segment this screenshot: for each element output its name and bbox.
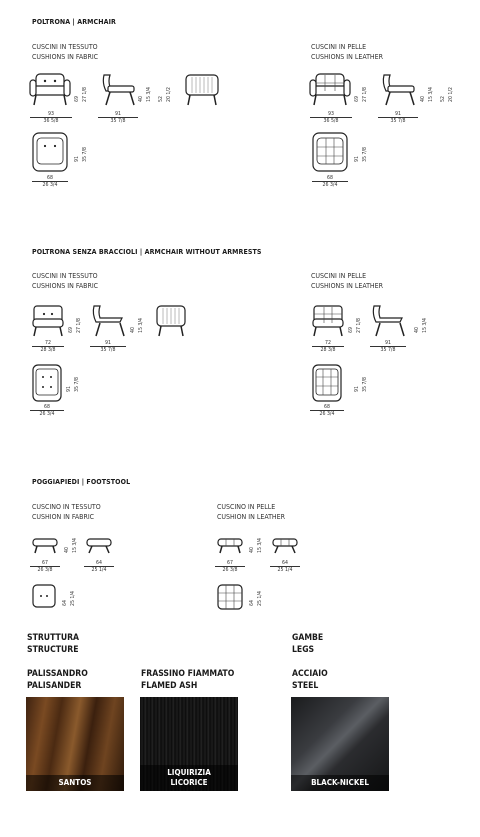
footstool-l-width-dim: 67 26 3/8: [215, 560, 245, 573]
armless-l-height-dim-in: 27 1/8: [356, 318, 362, 333]
armchair-leather-top-drawing: [312, 132, 348, 172]
armchair-fabric-front-drawing: [30, 73, 70, 107]
label-it: PALISSANDRO: [27, 669, 88, 679]
footstool-top-depth-dim: 64: [62, 600, 68, 606]
armchair-top-depth-dim-in: 35 7/8: [82, 147, 88, 162]
label-en: STEEL: [292, 681, 319, 691]
structure-heading: [27, 632, 79, 656]
armless-height-dim-in: 27 1/8: [76, 318, 82, 333]
footstool-height-dim-in: 15 3/4: [72, 538, 78, 553]
armchair-l-arm-dim: 52: [440, 96, 446, 102]
armless-l-seat-dim-in: 15 3/4: [422, 318, 428, 333]
label-it: STRUTTURA: [27, 633, 80, 643]
footstool-top-depth-dim-in: 25 1/4: [70, 591, 76, 606]
armless-l-top-depth-dim-in: 35 7/8: [362, 377, 368, 392]
label-it: CUSCINI IN TESSUTO: [32, 43, 98, 51]
armchair-leather-label: [311, 42, 383, 62]
armchair-top-depth-dim: 91: [74, 156, 80, 162]
legs-heading: [292, 632, 323, 656]
armchair-l-top-depth-dim: 91: [354, 156, 360, 162]
ash-swatch[interactable]: [140, 697, 238, 791]
armchair-l-height-dim-in: 27 1/8: [362, 87, 368, 102]
swatch-label: SANTOS: [26, 775, 124, 791]
label-it: LIQUIRIZIA: [167, 768, 211, 777]
armchair-fabric-back-drawing: [184, 73, 220, 107]
footstool-l-top-depth-dim: 64: [249, 600, 255, 606]
footstool-leather-label: [217, 502, 285, 522]
label-en: FLAMED ASH: [141, 681, 198, 691]
footstool-fabric-side-drawing: [86, 538, 112, 554]
label-en: LICORICE: [170, 778, 208, 787]
footstool-title: POGGIAPIEDI | FOOTSTOOL: [32, 478, 131, 486]
footstool-leather-front-drawing: [217, 538, 243, 554]
armchair-leather-side-drawing: [380, 73, 416, 107]
label-en: CUSHIONS IN LEATHER: [311, 282, 384, 290]
footstool-leather-top-drawing: [217, 584, 243, 610]
label-en: CUSHIONS IN FABRIC: [32, 282, 99, 290]
ash-heading: [141, 668, 234, 692]
label-it: FRASSINO FIAMMATO: [141, 669, 235, 679]
armchair-fabric-label: [32, 42, 98, 62]
armchair-depth-dim: 91 35 7/8: [98, 111, 138, 124]
armchair-width-dim: 93 36 5/8: [30, 111, 72, 124]
armchair-l-top-depth-dim-in: 35 7/8: [362, 147, 368, 162]
armless-seat-dim-in: 15 3/4: [138, 318, 144, 333]
label-it: ACCIAIO: [292, 669, 328, 679]
armchair-l-width-dim: 93 36 5/8: [310, 111, 352, 124]
armless-fabric-front-drawing: [32, 305, 64, 337]
footstool-l-height-dim: 40: [249, 547, 255, 553]
label-it: CUSCINO IN TESSUTO: [32, 503, 101, 511]
armless-l-seat-dim: 40: [414, 327, 420, 333]
armless-top-depth-dim-in: 35 7/8: [74, 377, 80, 392]
label-en: CUSHIONS IN FABRIC: [32, 53, 99, 61]
armless-depth-dim: 91 35 7/8: [90, 340, 126, 353]
armchair-l-seat-dim: 40: [420, 96, 426, 102]
label-en: LEGS: [292, 645, 315, 655]
label-en: CUSHION IN LEATHER: [217, 513, 286, 521]
armless-l-top-depth-dim: 91: [354, 386, 360, 392]
armless-fabric-side-drawing: [90, 305, 126, 337]
armless-leather-label: [311, 271, 383, 291]
armchair-arm-dim: 52: [158, 96, 164, 102]
footstool-l-top-depth-dim-in: 25 1/4: [257, 591, 263, 606]
footstool-fabric-top-drawing: [32, 584, 56, 608]
armless-leather-front-drawing: [312, 305, 344, 337]
armless-l-depth-dim: 91 35 7/8: [370, 340, 406, 353]
armchair-fabric-top-drawing: [32, 132, 68, 172]
armless-seat-dim: 40: [130, 327, 136, 333]
palisander-heading: [27, 668, 88, 692]
armchair-l-seat-dim-in: 15 3/4: [428, 87, 434, 102]
label-en: PALISANDER: [27, 681, 82, 691]
footstool-fabric-front-drawing: [32, 538, 58, 554]
armchair-top-width-dim: 68 26 3/4: [32, 175, 68, 188]
footstool-width-dim: 67 26 3/8: [30, 560, 60, 573]
armchair-height-dim-in: 27 1/8: [82, 87, 88, 102]
armchair-l-height-dim: 69: [354, 96, 360, 102]
label-en: STRUCTURE: [27, 645, 79, 655]
label-en: CUSHION IN FABRIC: [32, 513, 95, 521]
armless-width-dim: 72 28 3/8: [32, 340, 64, 353]
armchair-l-arm-dim-in: 20 1/2: [448, 87, 454, 102]
palisander-swatch[interactable]: [26, 697, 124, 791]
label-it: CUSCINI IN PELLE: [311, 43, 367, 51]
armchair-fabric-side-drawing: [100, 73, 136, 107]
armless-title: POLTRONA SENZA BRACCIOLI | ARMCHAIR WITHOUT ARMRESTS: [32, 248, 262, 256]
label-it: CUSCINO IN PELLE: [217, 503, 276, 511]
armless-l-top-width-dim: 68 26 3/4: [310, 404, 344, 417]
footstool-l-depth-dim: 64 25 1/4: [270, 560, 300, 573]
footstool-depth-dim: 64 25 1/4: [84, 560, 114, 573]
swatch-label: BLACK-NICKEL: [291, 775, 389, 791]
armless-fabric-top-drawing: [32, 364, 62, 402]
armless-fabric-back-drawing: [156, 305, 186, 337]
label-en: CUSHIONS IN LEATHER: [311, 53, 384, 61]
armchair-title: POLTRONA | ARMCHAIR: [32, 18, 116, 26]
armless-leather-side-drawing: [370, 305, 406, 337]
armless-leather-top-drawing: [312, 364, 342, 402]
armless-height-dim: 69: [68, 327, 74, 333]
armchair-l-top-width-dim: 68 26 3/4: [312, 175, 348, 188]
label-it: CUSCINI IN PELLE: [311, 272, 367, 280]
armchair-seat-dim: 40: [138, 96, 144, 102]
footstool-height-dim: 40: [64, 547, 70, 553]
label-it: GAMBE: [292, 633, 324, 643]
footstool-leather-side-drawing: [272, 538, 298, 554]
armless-l-width-dim: 72 28 3/8: [312, 340, 344, 353]
armless-top-width-dim: 68 26 3/4: [30, 404, 64, 417]
footstool-fabric-label: [32, 502, 101, 522]
label-it: CUSCINI IN TESSUTO: [32, 272, 98, 280]
footstool-l-height-dim-in: 15 3/4: [257, 538, 263, 553]
armchair-arm-dim-in: 20 1/2: [166, 87, 172, 102]
swatch-label: [140, 765, 238, 791]
steel-heading: [292, 668, 328, 692]
steel-swatch[interactable]: [291, 697, 389, 791]
armchair-leather-front-drawing: [310, 73, 350, 107]
armchair-l-depth-dim: 91 35 7/8: [378, 111, 418, 124]
armchair-height-dim: 69: [74, 96, 80, 102]
armless-l-height-dim: 69: [348, 327, 354, 333]
armless-fabric-label: [32, 271, 98, 291]
armchair-seat-dim-in: 15 3/4: [146, 87, 152, 102]
armless-top-depth-dim: 91: [66, 386, 72, 392]
